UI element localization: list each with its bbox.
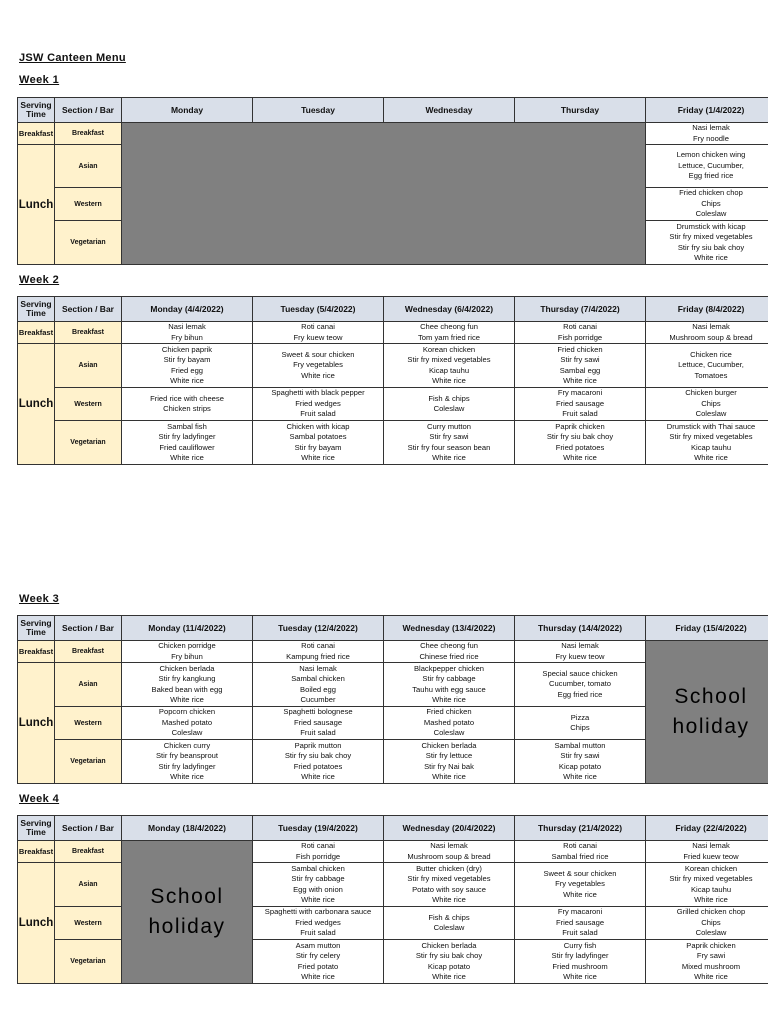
header-day: Wednesday (6/4/2022) bbox=[384, 297, 515, 322]
header-day: Monday (4/4/2022) bbox=[122, 297, 253, 322]
section-western: Western bbox=[55, 707, 122, 740]
header-row bbox=[18, 616, 768, 641]
header-serving-time: Serving Time bbox=[18, 616, 55, 641]
week-2-label: Week 2 bbox=[19, 274, 60, 286]
header-serving-time: Serving Time bbox=[18, 98, 55, 123]
menu-cell: Chicken with kicap Sambal potatoes Stir fry bayam White rice bbox=[253, 421, 384, 465]
header-section: Section / Bar bbox=[55, 297, 122, 322]
menu-cell: Paprik chicken Stir fry siu bak choy Fried potatoes White rice bbox=[515, 421, 646, 465]
header-day: Tuesday (12/4/2022) bbox=[253, 616, 384, 641]
week-1-table bbox=[17, 97, 768, 265]
menu-cell: Spaghetti bolognese Fried sausage Fruit salad bbox=[253, 707, 384, 740]
serving-breakfast: Breakfast bbox=[18, 123, 55, 145]
section-vegetarian: Vegetarian bbox=[55, 421, 122, 465]
menu-cell: Chicken berlada Stir fry siu bak choy Kicap potato White rice bbox=[384, 940, 515, 984]
section-asian: Asian bbox=[55, 145, 122, 188]
menu-cell: Chicken paprik Stir fry bayam Fried egg White rice bbox=[122, 344, 253, 388]
header-day: Monday (18/4/2022) bbox=[122, 816, 253, 841]
section-vegetarian: Vegetarian bbox=[55, 940, 122, 984]
menu-cell: Paprik mutton Stir fry siu bak choy Fried potatoes White rice bbox=[253, 740, 384, 784]
menu-cell: Korean chicken Stir fry mixed vegetables Kicap tauhu White rice bbox=[646, 863, 768, 907]
week-1-label: Week 1 bbox=[19, 74, 60, 86]
section-vegetarian: Vegetarian bbox=[55, 221, 122, 265]
menu-cell: Sambal fish Stir fry ladyfinger Fried cauliflower White rice bbox=[122, 421, 253, 465]
menu-cell: Chee cheong fun Tom yam fried rice bbox=[384, 322, 515, 344]
section-western: Western bbox=[55, 188, 122, 221]
week-2-table bbox=[17, 296, 768, 465]
serving-lunch: Lunch bbox=[18, 863, 55, 984]
header-day: Thursday bbox=[515, 98, 646, 123]
menu-cell: Drumstick with Thai sauce Stir fry mixed vegetables Kicap tauhu White rice bbox=[646, 421, 768, 465]
header-section: Section / Bar bbox=[55, 816, 122, 841]
menu-cell: Roti canai Kampung fried rice bbox=[253, 641, 384, 663]
week-3-table bbox=[17, 615, 768, 784]
school-holiday: School holiday bbox=[122, 841, 253, 984]
section-breakfast: Breakfast bbox=[55, 641, 122, 663]
menu-cell: Paprik chicken Fry sawi Mixed mushroom White rice bbox=[646, 940, 768, 984]
menu-cell: Sweet & sour chicken Fry vegetables White rice bbox=[515, 863, 646, 907]
menu-cell: Nasi lemak Sambal chicken Boiled egg Cucumber bbox=[253, 663, 384, 707]
menu-cell: Chicken berlada Stir fry lettuce Stir fry Nai bak White rice bbox=[384, 740, 515, 784]
header-day: Thursday (7/4/2022) bbox=[515, 297, 646, 322]
menu-cell: Chee cheong fun Chinese fried rice bbox=[384, 641, 515, 663]
menu-cell: Popcorn chicken Mashed potato Coleslaw bbox=[122, 707, 253, 740]
serving-breakfast: Breakfast bbox=[18, 841, 55, 863]
menu-cell: Lemon chicken wing Lettuce, Cucumber, Egg fried rice bbox=[646, 145, 768, 188]
header-day: Monday (11/4/2022) bbox=[122, 616, 253, 641]
section-vegetarian: Vegetarian bbox=[55, 740, 122, 784]
header-section: Section / Bar bbox=[55, 616, 122, 641]
menu-cell: Fry macaroni Fried sausage Fruit salad bbox=[515, 388, 646, 421]
menu-cell: Roti canai Fish porridge bbox=[515, 322, 646, 344]
menu-cell: Fried rice with cheese Chicken strips bbox=[122, 388, 253, 421]
menu-cell: Pizza Chips bbox=[515, 707, 646, 740]
menu-cell: Fish & chips Coleslaw bbox=[384, 388, 515, 421]
header-day: Wednesday (20/4/2022) bbox=[384, 816, 515, 841]
menu-cell: Fry macaroni Fried sausage Fruit salad bbox=[515, 907, 646, 940]
menu-cell: Chicken berlada Stir fry kangkung Baked bean with egg White rice bbox=[122, 663, 253, 707]
header-day: Tuesday (19/4/2022) bbox=[253, 816, 384, 841]
serving-lunch: Lunch bbox=[18, 344, 55, 465]
header-day: Friday (1/4/2022) bbox=[646, 98, 768, 123]
menu-cell: Curry fish Stir fry ladyfinger Fried mushroom White rice bbox=[515, 940, 646, 984]
menu-cell: Chicken burger Chips Coleslaw bbox=[646, 388, 768, 421]
header-day: Tuesday (5/4/2022) bbox=[253, 297, 384, 322]
menu-cell: Roti canai Sambal fried rice bbox=[515, 841, 646, 863]
serving-lunch: Lunch bbox=[18, 145, 55, 265]
header-day: Friday (8/4/2022) bbox=[646, 297, 768, 322]
menu-cell: Nasi lemak Fry kuew teow bbox=[515, 641, 646, 663]
header-day: Wednesday (13/4/2022) bbox=[384, 616, 515, 641]
header-row bbox=[18, 816, 768, 841]
menu-cell: Grilled chicken chop Chips Coleslaw bbox=[646, 907, 768, 940]
menu-cell: Sambal mutton Stir fry sawi Kicap potato White rice bbox=[515, 740, 646, 784]
vegetarian-row bbox=[18, 421, 768, 465]
section-asian: Asian bbox=[55, 344, 122, 388]
header-row bbox=[18, 98, 768, 123]
header-serving-time: Serving Time bbox=[18, 297, 55, 322]
menu-cell: Nasi lemak Fry noodle bbox=[646, 123, 768, 145]
breakfast-row bbox=[18, 641, 768, 663]
menu-cell: Fish & chips Coleslaw bbox=[384, 907, 515, 940]
week-4-label: Week 4 bbox=[19, 793, 60, 805]
breakfast-row bbox=[18, 123, 768, 145]
section-breakfast: Breakfast bbox=[55, 123, 122, 145]
menu-cell: Nasi lemak Fry bihun bbox=[122, 322, 253, 344]
week-3-label: Week 3 bbox=[19, 593, 60, 605]
header-row bbox=[18, 297, 768, 322]
header-day: Friday (22/4/2022) bbox=[646, 816, 768, 841]
header-section: Section / Bar bbox=[55, 98, 122, 123]
menu-cell: Korean chicken Stir fry mixed vegetables Kicap tauhu White rice bbox=[384, 344, 515, 388]
menu-cell: Spaghetti with black pepper Fried wedges Fruit salad bbox=[253, 388, 384, 421]
menu-cell: Nasi lemak Mushroom soup & bread bbox=[384, 841, 515, 863]
header-day: Monday bbox=[122, 98, 253, 123]
menu-cell: Fried chicken chop Chips Coleslaw bbox=[646, 188, 768, 221]
section-asian: Asian bbox=[55, 863, 122, 907]
header-day: Friday (15/4/2022) bbox=[646, 616, 768, 641]
menu-cell: Special sauce chicken Cucumber, tomato Egg fried rice bbox=[515, 663, 646, 707]
serving-lunch: Lunch bbox=[18, 663, 55, 784]
serving-breakfast: Breakfast bbox=[18, 322, 55, 344]
header-day: Thursday (14/4/2022) bbox=[515, 616, 646, 641]
western-row bbox=[18, 388, 768, 421]
menu-cell: Fried chicken Stir fry sawi Sambal egg White rice bbox=[515, 344, 646, 388]
week-4-table bbox=[17, 815, 768, 984]
section-western: Western bbox=[55, 907, 122, 940]
section-breakfast: Breakfast bbox=[55, 841, 122, 863]
menu-cell: Roti canai Fish porridge bbox=[253, 841, 384, 863]
header-day: Wednesday bbox=[384, 98, 515, 123]
menu-cell: Sweet & sour chicken Fry vegetables White rice bbox=[253, 344, 384, 388]
menu-cell: Asam mutton Stir fry celery Fried potato White rice bbox=[253, 940, 384, 984]
school-holiday: School holiday bbox=[646, 641, 768, 784]
menu-cell: Spaghetti with carbonara sauce Fried wedges Fruit salad bbox=[253, 907, 384, 940]
menu-cell: Fried chicken Mashed potato Coleslaw bbox=[384, 707, 515, 740]
header-day: Thursday (21/4/2022) bbox=[515, 816, 646, 841]
menu-cell: Roti canai Fry kuew teow bbox=[253, 322, 384, 344]
header-serving-time: Serving Time bbox=[18, 816, 55, 841]
menu-cell: Curry mutton Stir fry sawi Stir fry four season bean White rice bbox=[384, 421, 515, 465]
header-day: Tuesday bbox=[253, 98, 384, 123]
menu-cell: Chicken porridge Fry bihun bbox=[122, 641, 253, 663]
menu-cell: Blackpepper chicken Stir fry cabbage Tauhu with egg sauce White rice bbox=[384, 663, 515, 707]
unavailable-block bbox=[122, 123, 646, 265]
breakfast-row bbox=[18, 841, 768, 863]
section-asian: Asian bbox=[55, 663, 122, 707]
menu-cell: Drumstick with kicap Stir fry mixed vegetables Stir fry siu bak choy White rice bbox=[646, 221, 768, 265]
menu-cell: Chicken rice Lettuce, Cucumber, Tomatoes bbox=[646, 344, 768, 388]
section-western: Western bbox=[55, 388, 122, 421]
document-title: JSW Canteen Menu bbox=[19, 52, 126, 64]
serving-breakfast: Breakfast bbox=[18, 641, 55, 663]
section-breakfast: Breakfast bbox=[55, 322, 122, 344]
menu-cell: Nasi lemak Fried kuew teow bbox=[646, 841, 768, 863]
breakfast-row bbox=[18, 322, 768, 344]
menu-cell: Butter chicken (dry) Stir fry mixed vegetables Potato with soy sauce White rice bbox=[384, 863, 515, 907]
menu-cell: Chicken curry Stir fry beansprout Stir fry ladyfinger White rice bbox=[122, 740, 253, 784]
asian-row bbox=[18, 344, 768, 388]
menu-cell: Nasi lemak Mushroom soup & bread bbox=[646, 322, 768, 344]
menu-cell: Sambal chicken Stir fry cabbage Egg with onion White rice bbox=[253, 863, 384, 907]
